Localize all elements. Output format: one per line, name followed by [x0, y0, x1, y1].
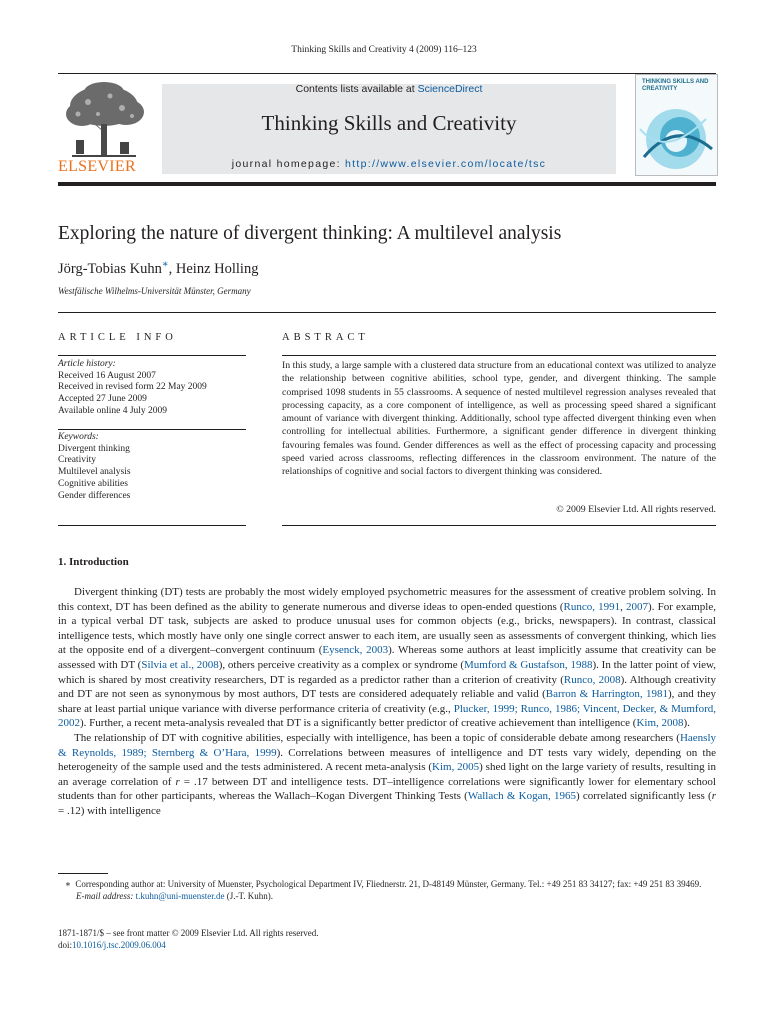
- citation-link[interactable]: Eysenck, 2003: [322, 644, 389, 657]
- keywords: [58, 432, 131, 502]
- citation-link[interactable]: 2007: [626, 600, 649, 613]
- citation-link[interactable]: Plucker, 1999; Runco, 1986; Vincent, Decker, & Mumford, 2002: [58, 702, 716, 730]
- history-item: Accepted 27 June 2009: [58, 394, 147, 405]
- abstract-copyright: © 2009 Elsevier Ltd. All rights reserved.: [556, 504, 716, 515]
- abstract-rule: [282, 355, 716, 356]
- article-info-heading: ARTICLE INFO: [58, 332, 177, 343]
- math-symbol: r: [175, 775, 180, 788]
- citation-link[interactable]: Kim, 2008: [636, 717, 684, 730]
- doi-label: doi:: [58, 940, 73, 950]
- journal-title: Thinking Skills and Creativity: [261, 111, 517, 135]
- journal-banner: [162, 84, 616, 174]
- publisher-name: ELSEVIER: [58, 158, 136, 175]
- citation-link[interactable]: Mumford & Gustafson, 1988: [464, 658, 593, 671]
- keyword-item: Gender differences: [58, 490, 131, 501]
- article-info-rule: [58, 429, 246, 430]
- footnote: [58, 878, 716, 902]
- homepage-url-link[interactable]: http://www.elsevier.com/locate/tsc: [345, 158, 547, 170]
- email-label: E-mail address:: [76, 891, 134, 901]
- journal-homepage: [162, 158, 616, 170]
- issn-line: 1871-1871/$ – see front matter © 2009 Elsevier Ltd. All rights reserved.: [58, 928, 319, 938]
- contents-line: [162, 83, 616, 95]
- paragraph: Divergent thinking (DT) tests are probably the most widely employed psychometric measures for the assessment of creative problem solving. In this context, DT has been defined as the ability to generate numerous and diverse ideas to open-ended questions (Runco, 1991, 2007). For example, in a typical verbal DT task, subjects are asked to produce unusual uses for common objects (e.g., bricks, newspapers). In contrast, classical intelligence tests, which mostly have only one single correct answer to each item, are usually seen as assessments of convergent thinking, which lies at the opposite end of a divergent–convergent continuum (Eysenck, 2003). Whereas some authors at least implicitly assume that creativity can be assessed with DT (Silvia et al., 2008), others perceive creativity as a complex or syndrome (Mumford & Gustafson, 1988). In the latter point of view, which is shared by most creativity researchers, DT is regarded as a predictor rather than a criterion of creativity (Runco, 2008). Although creativity and DT are not seen as synonymous by most authors, DT tests are considered adequately reliable and valid (Barron & Harrington, 1981), and they share at least partial unique variance with diverse performance criteria of creativity (e.g., Plucker, 1999; Runco, 1986; Vincent, Decker, & Mumford, 2002). Further, a recent meta-analysis revealed that DT is a significantly better predictor of creative achievement than intelligence (Kim, 2008).: [58, 586, 717, 730]
- email-link[interactable]: t.kuhn@uni-muenster.de: [135, 891, 225, 901]
- author-affiliation: Westfälische Wilhelms-Universität Münster, Germany: [58, 286, 251, 296]
- keyword-item: Multilevel analysis: [58, 467, 131, 478]
- elsevier-tree-icon: [58, 80, 150, 158]
- header-rule: [58, 73, 716, 74]
- journal-reference: Thinking Skills and Creativity 4 (2009) 116–123: [291, 45, 477, 55]
- contents-prefix: Contents lists available at: [295, 83, 418, 95]
- abstract-heading: ABSTRACT: [282, 332, 369, 343]
- footnote-mark: ∗: [64, 879, 71, 889]
- citation-link[interactable]: Runco, 1991: [563, 600, 621, 613]
- citation-link[interactable]: Kim, 2005: [432, 761, 480, 774]
- corresponding-author-mark[interactable]: ∗: [161, 259, 169, 270]
- citation-link[interactable]: Barron & Harrington, 1981: [545, 688, 669, 701]
- article-info-rule: [58, 355, 246, 356]
- history-item: Received 16 August 2007: [58, 370, 156, 381]
- keyword-item: Divergent thinking: [58, 443, 130, 454]
- email-note: [58, 890, 716, 902]
- section-rule: [58, 312, 716, 313]
- article-info-rule: [58, 525, 246, 526]
- cover-title: THINKING SKILLS AND CREATIVITY: [642, 79, 709, 92]
- doi-link[interactable]: 10.1016/j.tsc.2009.06.004: [72, 940, 166, 950]
- sciencedirect-link[interactable]: ScienceDirect: [417, 83, 483, 95]
- math-symbol: r: [711, 790, 716, 803]
- email-suffix: (J.-T. Kuhn).: [224, 891, 274, 901]
- front-matter: [58, 927, 319, 951]
- citation-link[interactable]: Silvia et al., 2008: [141, 658, 219, 671]
- citation-link[interactable]: Haensly & Reynolds, 1989; Sternberg & O’Hara, 1999: [58, 731, 716, 759]
- journal-cover-thumbnail[interactable]: [635, 74, 718, 176]
- corresponding-author-note: [58, 878, 716, 890]
- article-title: Exploring the nature of divergent thinking: A multilevel analysis: [58, 223, 562, 244]
- history-label: Article history:: [58, 359, 116, 369]
- history-item: Received in revised form 22 May 2009: [58, 382, 207, 393]
- keyword-item: Cognitive abilities: [58, 478, 128, 489]
- section-heading-introduction: 1. Introduction: [58, 556, 129, 568]
- citation-link[interactable]: Runco, 2008: [563, 673, 621, 686]
- abstract-text: In this study, a large sample with a clustered data structure from an educational context was utilized to analyze the relationship between cognitive abilities, school type, gender, and divergent thinking. The sample comprised 1098 students in 55 classrooms. A sequence of nested multilevel regression analyses revealed that processing capacity, as a core component of intelligence, as well as processing speed shared a significant amount of variance with divergent thinking. Additionally, school type affected divergent thinking even when controlling for intellectual abilities. Furthermore, a significant gender difference in divergent thinking favouring females was found. Gender differences as well as the effect of processing capacity and processing speed varied across classrooms, reflecting differences in the classroom environment. The nature of the relationships of cognitive and social factors to divergent thinking was considered.: [282, 360, 716, 478]
- footnote-rule: [58, 873, 108, 874]
- cover-art-icon: [636, 99, 717, 175]
- abstract-rule: [282, 525, 716, 526]
- citation-link[interactable]: Wallach & Kogan, 1965: [467, 790, 576, 803]
- corresponding-text: Corresponding author at: University of Muenster, Psychological Department IV, Fliednerstr. 21, D-48149 Münster, Germany. Tel.: +49 251 83 34127; fax: +49 251 83 39469.: [75, 879, 702, 889]
- homepage-label: journal homepage:: [231, 158, 346, 170]
- paragraph: The relationship of DT with cognitive abilities, especially with intelligence, has been a topic of considerable debate among researchers (Haensly & Reynolds, 1989; Sternberg & O’Hara, 1999). Correlations between measures of intelligence and DT tests vary widely, depending on the heterogeneity of the sample used and the tests administered. A recent meta-analysis (Kim, 2005) shed light on the large variety of results, resulting in an average correlation of r = .17 between DT and intelligence tests. DT–intelligence correlations were significantly lower for elementary school students than for other participants, whereas the Wallach–Kogan Divergent Thinking Tests (Wallach & Kogan, 1965) correlated significantly less (r = .12) with intelligence: [58, 731, 716, 817]
- author-name[interactable]: Jörg-Tobias Kuhn: [58, 260, 162, 277]
- article-authors: [58, 259, 258, 278]
- body-text: [58, 585, 716, 819]
- article-history: [58, 359, 207, 418]
- history-item: Available online 4 July 2009: [58, 405, 168, 416]
- keyword-item: Creativity: [58, 455, 96, 466]
- header-thick-rule: [58, 182, 716, 186]
- elsevier-logo[interactable]: [58, 80, 150, 175]
- author-name[interactable]: , Heinz Holling: [168, 260, 259, 277]
- doi-line: [58, 939, 319, 951]
- keywords-label: Keywords:: [58, 432, 99, 442]
